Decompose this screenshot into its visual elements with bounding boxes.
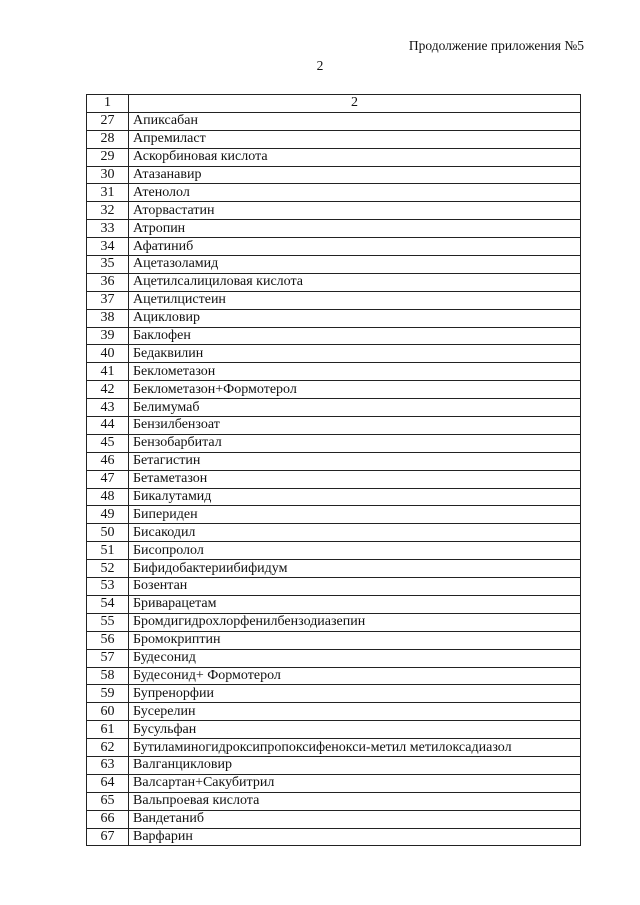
table-row: [87, 721, 581, 739]
drug-name: Аторвастатин: [129, 202, 581, 220]
table-row: [87, 130, 581, 148]
row-number: 47: [87, 470, 129, 488]
row-number: 52: [87, 560, 129, 578]
row-number: 37: [87, 291, 129, 309]
drug-name: Бетагистин: [129, 452, 581, 470]
row-number: 42: [87, 381, 129, 399]
table-row: [87, 452, 581, 470]
drug-name: Валганцикловир: [129, 756, 581, 774]
table-row: [87, 488, 581, 506]
table-row: [87, 434, 581, 452]
row-number: 51: [87, 542, 129, 560]
row-number: 31: [87, 184, 129, 202]
row-number: 49: [87, 506, 129, 524]
table-row: [87, 148, 581, 166]
row-number: 32: [87, 202, 129, 220]
table-row: [87, 595, 581, 613]
row-number: 35: [87, 256, 129, 274]
drug-name: Бозентан: [129, 578, 581, 596]
row-number: 58: [87, 667, 129, 685]
drug-name: Атропин: [129, 220, 581, 238]
row-number: 54: [87, 595, 129, 613]
table-row: [87, 166, 581, 184]
drug-name: Ацетазоламид: [129, 256, 581, 274]
table-row: [87, 542, 581, 560]
column-header-number: 1: [87, 95, 129, 113]
drug-table: [86, 94, 581, 846]
row-number: 38: [87, 309, 129, 327]
table-row: [87, 417, 581, 435]
drug-name: Белимумаб: [129, 399, 581, 417]
table-row: [87, 756, 581, 774]
table-row: [87, 560, 581, 578]
row-number: 59: [87, 685, 129, 703]
drug-name: Бутиламиногидроксипропоксифенокси-метил метилоксадиазол: [129, 739, 581, 757]
row-number: 62: [87, 739, 129, 757]
page-number: 2: [316, 58, 324, 73]
row-number: 27: [87, 112, 129, 130]
page-header: Продолжение приложения №5: [408, 38, 584, 53]
table-row: [87, 685, 581, 703]
drug-name: Бусульфан: [129, 721, 581, 739]
drug-name: Бипериден: [129, 506, 581, 524]
drug-name: Бетаметазон: [129, 470, 581, 488]
drug-name: Ацетилсалициловая кислота: [129, 273, 581, 291]
table-row: [87, 112, 581, 130]
table-row: [87, 828, 581, 846]
table-row: [87, 363, 581, 381]
drug-name: Валсартан+Сакубитрил: [129, 774, 581, 792]
table-row: [87, 792, 581, 810]
row-number: 46: [87, 452, 129, 470]
drug-name: Бисопролол: [129, 542, 581, 560]
row-number: 29: [87, 148, 129, 166]
table-header-row: [87, 95, 581, 113]
table-row: [87, 256, 581, 274]
row-number: 39: [87, 327, 129, 345]
table-row: [87, 273, 581, 291]
drug-name: Бисакодил: [129, 524, 581, 542]
drug-name: Бикалутамид: [129, 488, 581, 506]
drug-name: Ацетилцистеин: [129, 291, 581, 309]
table-row: [87, 202, 581, 220]
drug-name: Бифидобактериибифидум: [129, 560, 581, 578]
table-row: [87, 613, 581, 631]
table-row: [87, 327, 581, 345]
table-row: [87, 345, 581, 363]
table-row: [87, 309, 581, 327]
drug-name: Ацикловир: [129, 309, 581, 327]
drug-name: Беклометазон+Формотерол: [129, 381, 581, 399]
drug-name: Бедаквилин: [129, 345, 581, 363]
row-number: 65: [87, 792, 129, 810]
table-row: [87, 524, 581, 542]
row-number: 43: [87, 399, 129, 417]
row-number: 36: [87, 273, 129, 291]
drug-name: Бусерелин: [129, 703, 581, 721]
row-number: 60: [87, 703, 129, 721]
table-row: [87, 506, 581, 524]
drug-name: Баклофен: [129, 327, 581, 345]
row-number: 50: [87, 524, 129, 542]
row-number: 41: [87, 363, 129, 381]
drug-name: Апиксабан: [129, 112, 581, 130]
table-row: [87, 184, 581, 202]
row-number: 61: [87, 721, 129, 739]
drug-name: Апремиласт: [129, 130, 581, 148]
row-number: 57: [87, 649, 129, 667]
drug-name: Бупренорфии: [129, 685, 581, 703]
row-number: 33: [87, 220, 129, 238]
drug-name: Атенолол: [129, 184, 581, 202]
table-row: [87, 739, 581, 757]
table-row: [87, 399, 581, 417]
row-number: 34: [87, 238, 129, 256]
row-number: 44: [87, 417, 129, 435]
drug-name: Бензилбензоат: [129, 417, 581, 435]
column-header-name: 2: [129, 95, 581, 113]
drug-name: Будесонид: [129, 649, 581, 667]
drug-name: Вандетаниб: [129, 810, 581, 828]
row-number: 48: [87, 488, 129, 506]
drug-name: Беклометазон: [129, 363, 581, 381]
row-number: 67: [87, 828, 129, 846]
table-row: [87, 703, 581, 721]
drug-name: Атазанавир: [129, 166, 581, 184]
row-number: 63: [87, 756, 129, 774]
row-number: 45: [87, 434, 129, 452]
table-row: [87, 291, 581, 309]
table-row: [87, 381, 581, 399]
row-number: 55: [87, 613, 129, 631]
row-number: 28: [87, 130, 129, 148]
table-row: [87, 220, 581, 238]
table-row: [87, 470, 581, 488]
table-row: [87, 631, 581, 649]
drug-name: Бромдигидрохлорфенилбензодиазепин: [129, 613, 581, 631]
row-number: 30: [87, 166, 129, 184]
row-number: 66: [87, 810, 129, 828]
table-row: [87, 667, 581, 685]
table-row: [87, 578, 581, 596]
table-row: [87, 649, 581, 667]
row-number: 53: [87, 578, 129, 596]
row-number: 56: [87, 631, 129, 649]
row-number: 64: [87, 774, 129, 792]
drug-name: Аскорбиновая кислота: [129, 148, 581, 166]
table-row: [87, 810, 581, 828]
drug-name: Варфарин: [129, 828, 581, 846]
row-number: 40: [87, 345, 129, 363]
drug-name: Бромокриптин: [129, 631, 581, 649]
table-row: [87, 238, 581, 256]
drug-name: Бензобарбитал: [129, 434, 581, 452]
drug-name: Афатиниб: [129, 238, 581, 256]
drug-name: Будесонид+ Формотерол: [129, 667, 581, 685]
drug-name: Вальпроевая кислота: [129, 792, 581, 810]
drug-name: Бриварацетам: [129, 595, 581, 613]
table-row: [87, 774, 581, 792]
